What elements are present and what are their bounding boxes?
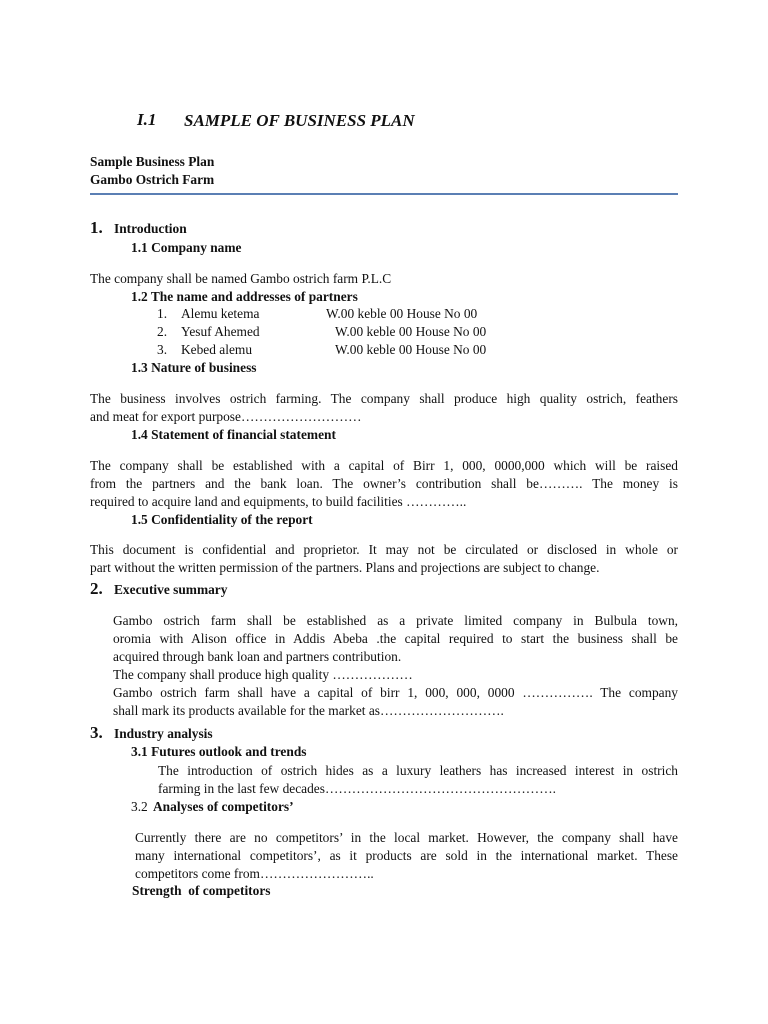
paragraph-line: This document is confidential and proprietor. It may not be circulated or disclosed in whole or [90, 542, 678, 557]
paragraph-line: required to acquire land and equipments, to build facilities ………….. [90, 494, 467, 509]
paragraph-line: part without the written permission of the partners. Plans and projections are subject to change. [90, 560, 600, 575]
heading-company-name: 1.1 Company name [131, 240, 242, 255]
section-3-number: 3. [90, 723, 103, 742]
paragraph-line: The business involves ostrich farming. The company shall produce high quality ostrich, feathers [90, 391, 678, 406]
heading-competitors-number: 3.2 [131, 799, 148, 814]
partner-number: 2. [157, 324, 168, 339]
heading-confidentiality: 1.5 Confidentiality of the report [131, 512, 313, 527]
paragraph-line: Gambo ostrich farm shall have a capital of birr 1, 000, 000, 0000 ……………. The company [113, 685, 678, 700]
heading-futures-outlook: 3.1 Futures outlook and trends [131, 744, 307, 759]
subtitle-farm-name: Gambo Ostrich Farm [90, 172, 215, 187]
paragraph-line: from the partners and the bank loan. The owner’s contribution shall be………. The money is [90, 476, 678, 491]
paragraph-line: Gambo ostrich farm shall be established as a private limited company in Bulbula town, [113, 613, 678, 628]
partner-name: Alemu ketema [181, 306, 260, 321]
section-2-number: 2. [90, 579, 103, 598]
heading-strength-of-competitors: Strength of competitors [132, 883, 271, 898]
document-title: SAMPLE OF BUSINESS PLAN [184, 111, 415, 130]
paragraph-line: and meat for export purpose……………………… [90, 409, 362, 424]
paragraph-line: farming in the last few decades……………………………………………. [158, 781, 556, 796]
executive-summary-paragraph [113, 612, 678, 720]
partner-address: W.00 keble 00 House No 00 [326, 306, 478, 321]
company-name-text: The company shall be named Gambo ostrich farm P.L.C [90, 271, 392, 286]
heading-financial-statement: 1.4 Statement of financial statement [131, 427, 336, 442]
heading-partners: 1.2 The name and addresses of partners [131, 289, 358, 304]
nature-paragraph [90, 390, 678, 426]
paragraph-line: The company shall be established with a capital of Birr 1, 000, 0000,000 which will be raised [90, 458, 678, 473]
heading-nature-of-business: 1.3 Nature of business [131, 360, 257, 375]
paragraph-line: The introduction of ostrich hides as a luxury leathers has increased interest in ostrich [158, 763, 678, 778]
section-3-title: Industry analysis [114, 726, 213, 741]
paragraph-line: many international competitors’, as it products are sold in the international market. These [135, 848, 678, 863]
partner-name: Kebed alemu [181, 342, 253, 357]
partner-name: Yesuf Ahemed [181, 324, 260, 339]
paragraph-line: acquired through bank loan and partners contribution. [113, 649, 402, 664]
paragraph-line: Currently there are no competitors’ in the local market. However, the company shall have [135, 830, 678, 845]
futures-paragraph [158, 762, 678, 798]
partner-number: 1. [157, 306, 168, 321]
paragraph-line: The company shall produce high quality ……………… [113, 667, 413, 682]
title-divider [90, 193, 678, 195]
paragraph-line: oromia with Alison office in Addis Abeba .the capital required to start the business shall be [113, 631, 678, 646]
paragraph-line: shall mark its products available for the market as………………………. [113, 703, 504, 718]
section-1-number: 1. [90, 218, 103, 237]
section-2-title: Executive summary [114, 582, 228, 597]
section-1-title: Introduction [114, 221, 187, 236]
confidentiality-paragraph [90, 541, 678, 577]
heading-number: I.1 [137, 110, 157, 129]
competitors-paragraph [135, 829, 678, 883]
paragraph-line: competitors come from…………………….. [135, 866, 374, 881]
financial-paragraph [90, 457, 678, 511]
partner-address: W.00 keble 00 House No 00 [335, 342, 487, 357]
heading-competitors: Analyses of competitors’ [153, 799, 294, 814]
partner-number: 3. [157, 342, 168, 357]
partner-address: W.00 keble 00 House No 00 [335, 324, 487, 339]
subtitle-sample-business-plan: Sample Business Plan [90, 154, 215, 169]
